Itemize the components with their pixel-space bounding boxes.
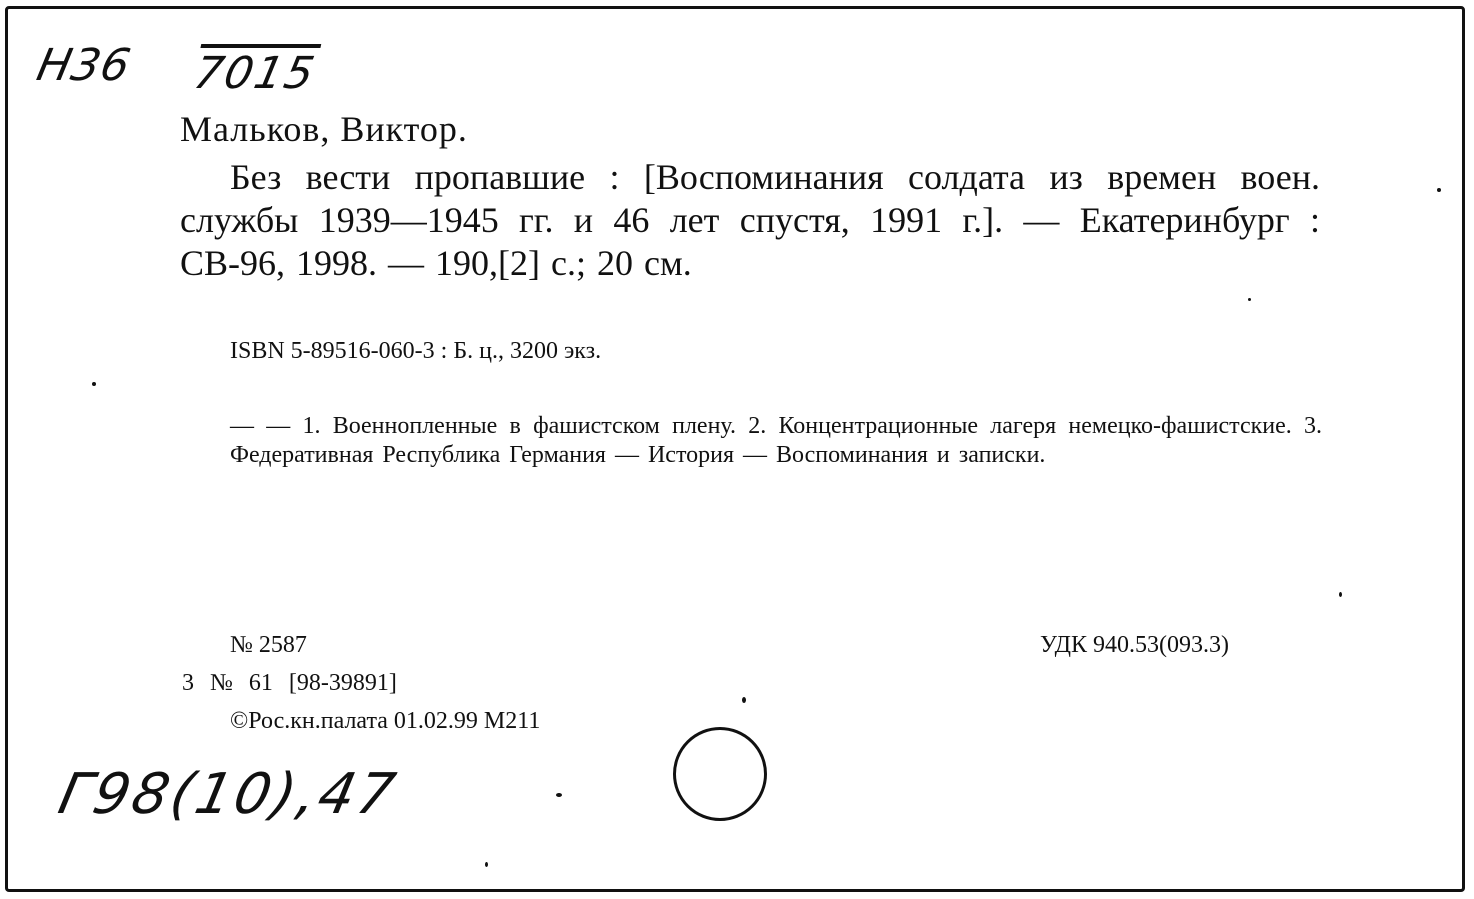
handwritten-accession-number: 7015 (189, 48, 321, 99)
author-heading: Мальков, Виктор. (180, 109, 468, 149)
speck (1248, 298, 1251, 301)
speck (92, 382, 96, 386)
record-number: № 2587 (230, 632, 307, 658)
punch-hole-circle (673, 727, 767, 821)
speck (556, 793, 562, 797)
udk-classification: УДК 940.53(093.3) (1040, 632, 1229, 658)
speck (485, 862, 488, 867)
speck (742, 697, 746, 703)
copyright-line: ©Рос.кн.палата 01.02.99 М211 (230, 708, 541, 734)
speck (1437, 188, 1441, 192)
isbn-line: ISBN 5-89516-060-3 : Б. ц., 3200 экз. (230, 338, 602, 364)
title-statement: Без вести пропавшие : [Воспоминания солдата из времен воен. службы 1939—1945 гг. и 46 лет спустя, 1991 г.]. — Екатеринбург : СВ-96, 1998. — 190,[2] с.; 20 см. (180, 157, 1320, 283)
speck (1339, 592, 1342, 597)
handwritten-shelf-mark: Н36 (32, 40, 136, 91)
subject-headings: — — 1. Военнопленные в фашистском плену. 2. Концентрационные лагеря немецко-фашистские. 3. Федеративная Республика Германия — История — Воспоминания и записки. (230, 413, 1322, 468)
handwritten-location-code: Г98(10),47 (53, 762, 404, 827)
index-line: 3 № 61 [98-39891] (182, 670, 397, 696)
